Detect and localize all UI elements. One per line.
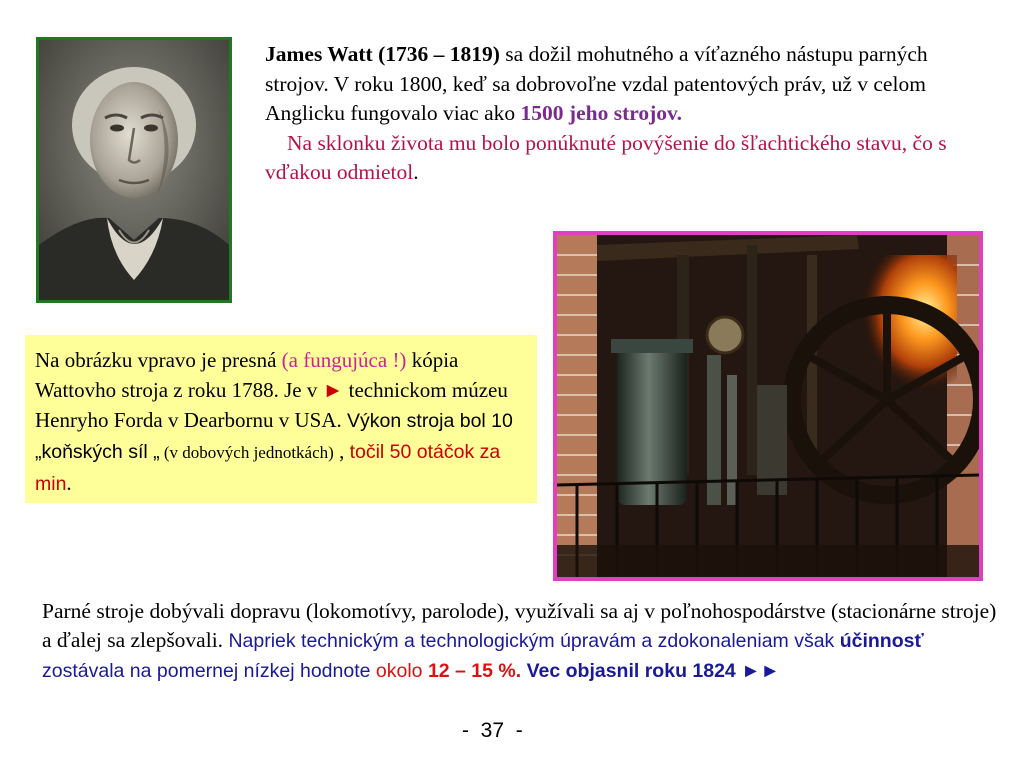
machines-count: 1500 jeho strojov. xyxy=(520,101,682,125)
portrait-image xyxy=(36,37,232,303)
intro-paragraph xyxy=(265,40,995,188)
name-and-dates: James Watt (1736 – 1819) xyxy=(265,42,500,66)
engine-description-box xyxy=(25,335,537,503)
bottom-part-1: Parné stroje dobývali dopravu (lokomotívy, parolode), využívali sa aj v poľnohospodárstve (stacionárne stroje) a ďalej sa zlepšovali. xyxy=(42,599,997,652)
efficiency-value: 12 – 15 %. xyxy=(427,660,522,682)
bottom-part-4: Vec objasnil roku 1824 ►► xyxy=(521,660,780,682)
desc-units: (v dobových jednotkách) xyxy=(159,443,334,462)
efficiency-term: účinnosť xyxy=(839,630,924,652)
bottom-part-3: zostávala na pomernej nízkej hodnote xyxy=(42,660,376,682)
efficiency-paragraph xyxy=(42,597,1002,686)
desc-end: . xyxy=(66,471,72,495)
bottom-approx: okolo xyxy=(375,660,428,682)
desc-part-3: technickom múzeu Henryho Forda v Dearbornu v USA. xyxy=(35,378,508,432)
engine-photo xyxy=(553,231,983,581)
nobility-sentence: Na sklonku života mu bolo ponúknuté povýšenie do šľachtického stavu, čo s vďakou odmietol xyxy=(265,130,947,184)
desc-part-2: kópia Wattovho stroja z roku 1788. Je v xyxy=(35,348,459,402)
page-number: - 37 - xyxy=(462,719,523,742)
right-arrow-icon: ► xyxy=(322,378,344,402)
desc-functional-note: (a fungujúca !) xyxy=(281,348,407,372)
desc-power: Výkon stroja bol 10 „koňských síl „ xyxy=(35,410,513,463)
nobility-sentence-end: . xyxy=(413,160,419,184)
desc-part-5: , xyxy=(333,439,350,463)
desc-rpm: točil 50 otáčok za min xyxy=(35,441,501,495)
bottom-part-2: Napriek technickým a technologickým úpravám a zdokonaleniam však xyxy=(228,630,840,652)
desc-part-1: Na obrázku vpravo je presná xyxy=(35,348,282,372)
intro-text: sa dožil mohutného a víťazného nástupu parných strojov. V roku 1800, keď sa dobrovoľne vzdal patentových práv, už v celom Anglicku fungovalo viac ako xyxy=(265,42,928,125)
